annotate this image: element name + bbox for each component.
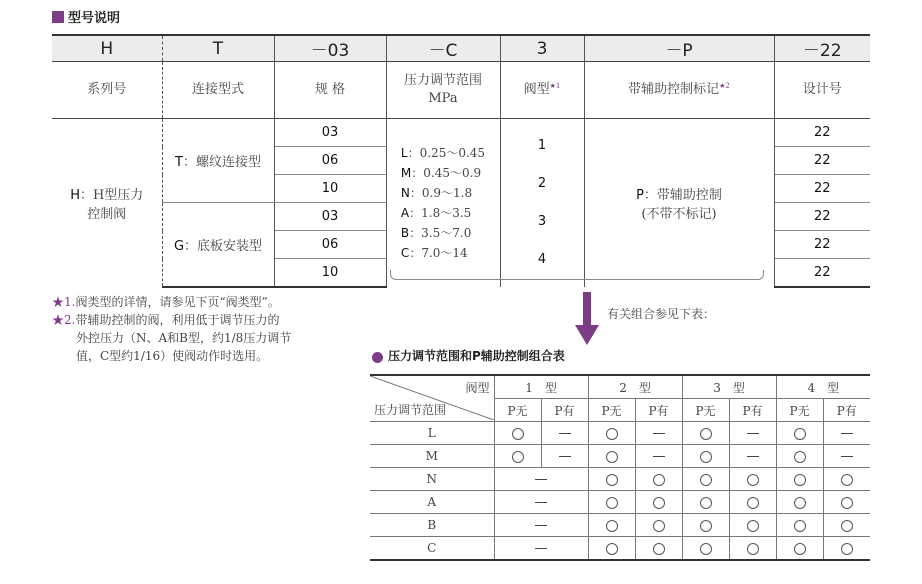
- dash-icon: [653, 433, 665, 434]
- connection-entry-g: [162, 203, 274, 288]
- aux-label: [584, 62, 774, 119]
- combo-cell-unavailable: [635, 422, 682, 445]
- star-2-mark: ★2: [719, 82, 730, 90]
- range-code: L: [400, 146, 408, 160]
- circle-icon: [841, 474, 853, 486]
- range-code: M: [400, 166, 412, 180]
- circle-icon: [700, 474, 712, 486]
- design-cell: 22: [774, 147, 870, 175]
- combo-cell-available: [729, 537, 776, 561]
- combo-table-title: 压力调节范围和P辅助控制组合表: [388, 349, 565, 363]
- circle-icon: [841, 497, 853, 509]
- code-cell: －22: [774, 35, 870, 62]
- dash-icon: [535, 479, 547, 480]
- aux-text-2: (不带不标记): [641, 207, 717, 222]
- circle-icon: [653, 474, 665, 486]
- combo-range-label: N: [370, 468, 494, 491]
- combo-cell-available: [823, 491, 870, 514]
- sub-header: P无: [682, 399, 729, 422]
- circle-icon: [747, 520, 759, 532]
- circle-icon: [606, 474, 618, 486]
- combo-cell-available: [776, 422, 823, 445]
- combo-cell-unavailable: [729, 445, 776, 468]
- circle-icon: [700, 543, 712, 555]
- footnote-text: 外控压力（N、A和B型，约1/8压力调节: [76, 331, 292, 345]
- star-1-mark: ★1: [549, 82, 561, 90]
- circle-icon: [700, 428, 712, 440]
- range-value: ：0.9～1.8: [409, 186, 473, 200]
- footnote-text: 带辅助控制的阀，利用低于调节压力的: [75, 313, 280, 327]
- connection-code: G: [173, 239, 185, 254]
- range-code: B: [400, 226, 410, 240]
- combo-row: [370, 468, 870, 491]
- circle-icon: [747, 474, 759, 486]
- dash-icon: [559, 456, 571, 457]
- combo-cell-available: [729, 491, 776, 514]
- footnote-mark: ★2.: [52, 313, 76, 327]
- dash-icon: [535, 525, 547, 526]
- valve-type-items: [501, 127, 584, 279]
- range-code: C: [400, 246, 410, 260]
- footnote-mark: ★1.: [52, 295, 76, 309]
- combo-corner-cell: [370, 375, 494, 422]
- corner-valve-label: 阀型: [465, 381, 490, 395]
- design-cell: 22: [774, 175, 870, 203]
- dash-icon: [841, 456, 853, 457]
- valve-type-list: [500, 119, 584, 288]
- combo-cell-unavailable: [635, 445, 682, 468]
- pressure-range-item: [401, 203, 485, 223]
- pressure-range-item: [401, 243, 485, 263]
- circle-icon: [794, 474, 806, 486]
- combo-cell-available: [729, 514, 776, 537]
- valve-type-item: 4: [537, 252, 547, 267]
- circle-icon: [512, 451, 524, 463]
- pressure-label-line1: 压力调节范围: [403, 73, 482, 88]
- aux-entry: [584, 119, 774, 288]
- aux-label-text: 带辅助控制标记: [628, 82, 720, 97]
- circle-icon: [747, 543, 759, 555]
- series-label: 系列号: [52, 62, 162, 119]
- pressure-range-items: [401, 143, 485, 263]
- design-label: 设计号: [774, 62, 870, 119]
- pressure-label: [386, 62, 500, 119]
- circle-icon: [794, 543, 806, 555]
- circle-icon: [606, 497, 618, 509]
- valve-type-header: 3 型: [682, 375, 776, 399]
- circle-icon: [700, 520, 712, 532]
- combo-range-label: L: [370, 422, 494, 445]
- circle-icon: [841, 543, 853, 555]
- combo-range-label: C: [370, 537, 494, 561]
- code-header-row: [52, 35, 870, 62]
- design-cell: 22: [774, 231, 870, 259]
- valve-type-item: 3: [537, 214, 547, 229]
- sub-header: P有: [635, 399, 682, 422]
- footnote-2: [52, 311, 291, 365]
- pressure-range-item: [401, 143, 485, 163]
- combo-body: [370, 422, 870, 561]
- connection-code: T: [175, 155, 183, 170]
- design-cell: 22: [774, 259, 870, 288]
- valve-type-label: [500, 62, 584, 119]
- section-title: 型号说明: [68, 11, 121, 26]
- code-cell: 3: [500, 35, 584, 62]
- combo-row: [370, 514, 870, 537]
- range-code: A: [400, 206, 410, 220]
- combo-cell-available: [635, 491, 682, 514]
- circle-icon: [841, 520, 853, 532]
- pressure-range-item: [401, 223, 485, 243]
- combo-row: [370, 445, 870, 468]
- combo-cell-unavailable: [494, 468, 588, 491]
- range-value: ：0.25～0.45: [407, 146, 486, 160]
- design-cell: 22: [774, 203, 870, 231]
- circle-icon: [512, 428, 524, 440]
- footnote-text: 值，C型约1/16）使阀动作时选用。: [76, 349, 269, 363]
- data-row: [52, 119, 870, 147]
- dash-icon: [559, 433, 571, 434]
- section-marker: [52, 11, 64, 23]
- dash-icon: [535, 548, 547, 549]
- sub-header: P无: [776, 399, 823, 422]
- circle-icon: [606, 428, 618, 440]
- aux-text: ：带辅助控制: [643, 188, 722, 203]
- sub-header: P无: [588, 399, 635, 422]
- valve-type-label-text: 阀型: [523, 82, 550, 97]
- pressure-range-item: [401, 163, 485, 183]
- combo-cell-unavailable: [494, 537, 588, 561]
- spec-label: 规 格: [274, 62, 386, 119]
- combo-cell-unavailable: [729, 422, 776, 445]
- combo-hint-text: 有关组合参见下表：: [607, 307, 716, 321]
- spec-cell: 10: [274, 259, 386, 288]
- series-text-2: 控制阀: [87, 207, 127, 222]
- code-cell: T: [162, 35, 274, 62]
- down-arrow-icon: [583, 292, 591, 325]
- circle-icon: [700, 497, 712, 509]
- combo-header-row: [370, 375, 870, 399]
- series-code: H: [70, 188, 80, 203]
- design-cell: 22: [774, 119, 870, 147]
- combo-cell-available: [823, 468, 870, 491]
- combo-cell-unavailable: [494, 491, 588, 514]
- spec-cell: 06: [274, 147, 386, 175]
- pressure-range-item: [401, 183, 485, 203]
- combo-cell-available: [588, 468, 635, 491]
- circle-icon: [653, 520, 665, 532]
- spec-cell: 06: [274, 231, 386, 259]
- circle-icon: [794, 520, 806, 532]
- spec-cell: 03: [274, 119, 386, 147]
- range-value: ：7.0～14: [409, 246, 468, 260]
- combo-cell-available: [776, 445, 823, 468]
- connection-label: 连接型式: [162, 62, 274, 119]
- combo-range-label: B: [370, 514, 494, 537]
- valve-type-header: 4 型: [776, 375, 870, 399]
- footnote-1: [52, 293, 280, 311]
- footnote-text: 阀类型的详情，请参见下页“阀类型”。: [75, 295, 280, 309]
- sub-header: P有: [729, 399, 776, 422]
- circle-icon: [700, 451, 712, 463]
- combo-row: [370, 422, 870, 445]
- circle-icon: [653, 497, 665, 509]
- circle-icon: [653, 543, 665, 555]
- combo-cell-unavailable: [541, 445, 588, 468]
- combo-cell-available: [682, 537, 729, 561]
- combo-cell-unavailable: [494, 514, 588, 537]
- pressure-label-unit: MPa: [428, 91, 458, 106]
- combo-cell-available: [588, 514, 635, 537]
- sub-header: P有: [823, 399, 870, 422]
- dash-icon: [653, 456, 665, 457]
- model-code-table: [52, 34, 870, 288]
- down-arrow-head-icon: [575, 325, 599, 345]
- code-cell: H: [52, 35, 162, 62]
- combo-cell-available: [635, 514, 682, 537]
- dash-icon: [747, 456, 759, 457]
- combo-cell-available: [823, 514, 870, 537]
- pressure-range-list: [386, 119, 500, 288]
- connection-entry-t: [162, 119, 274, 203]
- range-code: N: [400, 186, 410, 200]
- combo-cell-available: [776, 468, 823, 491]
- range-value: ：1.8～3.5: [409, 206, 472, 220]
- circle-icon: [794, 451, 806, 463]
- code-cell: －C: [386, 35, 500, 62]
- combo-cell-available: [588, 445, 635, 468]
- series-entry: [52, 119, 162, 288]
- circle-icon: [606, 451, 618, 463]
- circle-icon: [794, 428, 806, 440]
- combo-cell-available: [729, 468, 776, 491]
- bullet-dot-icon: [372, 352, 383, 363]
- series-text: ：H型压力: [79, 188, 144, 203]
- combo-cell-available: [682, 422, 729, 445]
- combo-cell-available: [588, 491, 635, 514]
- valve-type-item: 1: [537, 138, 547, 153]
- combo-cell-available: [588, 422, 635, 445]
- circle-icon: [747, 497, 759, 509]
- combo-cell-available: [635, 537, 682, 561]
- combo-cell-available: [776, 491, 823, 514]
- dash-icon: [535, 502, 547, 503]
- circle-icon: [606, 543, 618, 555]
- code-cell: －P: [584, 35, 774, 62]
- combo-cell-available: [494, 445, 541, 468]
- combo-cell-available: [682, 445, 729, 468]
- valve-type-item: 2: [537, 176, 547, 191]
- valve-type-header: 2 型: [588, 375, 682, 399]
- circle-icon: [794, 497, 806, 509]
- label-row: [52, 62, 870, 119]
- combo-cell-available: [635, 468, 682, 491]
- combo-range-label: A: [370, 491, 494, 514]
- sub-header: P有: [541, 399, 588, 422]
- corner-range-label: 压力调节范围: [374, 403, 447, 417]
- combo-cell-available: [682, 514, 729, 537]
- range-value: ：3.5～7.0: [409, 226, 472, 240]
- combo-cell-available: [494, 422, 541, 445]
- combo-cell-available: [776, 514, 823, 537]
- connection-text: ：底板安装型: [184, 239, 263, 254]
- combo-cell-unavailable: [541, 422, 588, 445]
- combo-table: [370, 374, 870, 561]
- spec-cell: 10: [274, 175, 386, 203]
- range-value: ：0.45～0.9: [411, 166, 482, 180]
- combo-row: [370, 537, 870, 561]
- dash-icon: [841, 433, 853, 434]
- code-cell: －03: [274, 35, 386, 62]
- combo-range-label: M: [370, 445, 494, 468]
- combo-cell-available: [588, 537, 635, 561]
- combo-cell-available: [776, 537, 823, 561]
- combo-row: [370, 491, 870, 514]
- connection-text: ：螺纹连接型: [182, 155, 261, 170]
- sub-header: P无: [494, 399, 541, 422]
- valve-type-header: 1 型: [494, 375, 588, 399]
- dash-icon: [747, 433, 759, 434]
- aux-code: P: [636, 188, 644, 203]
- combo-cell-available: [823, 537, 870, 561]
- combo-cell-available: [682, 468, 729, 491]
- combo-cell-unavailable: [823, 422, 870, 445]
- group-brace: [390, 270, 764, 280]
- spec-cell: 03: [274, 203, 386, 231]
- combo-cell-unavailable: [823, 445, 870, 468]
- circle-icon: [606, 520, 618, 532]
- combo-cell-available: [682, 491, 729, 514]
